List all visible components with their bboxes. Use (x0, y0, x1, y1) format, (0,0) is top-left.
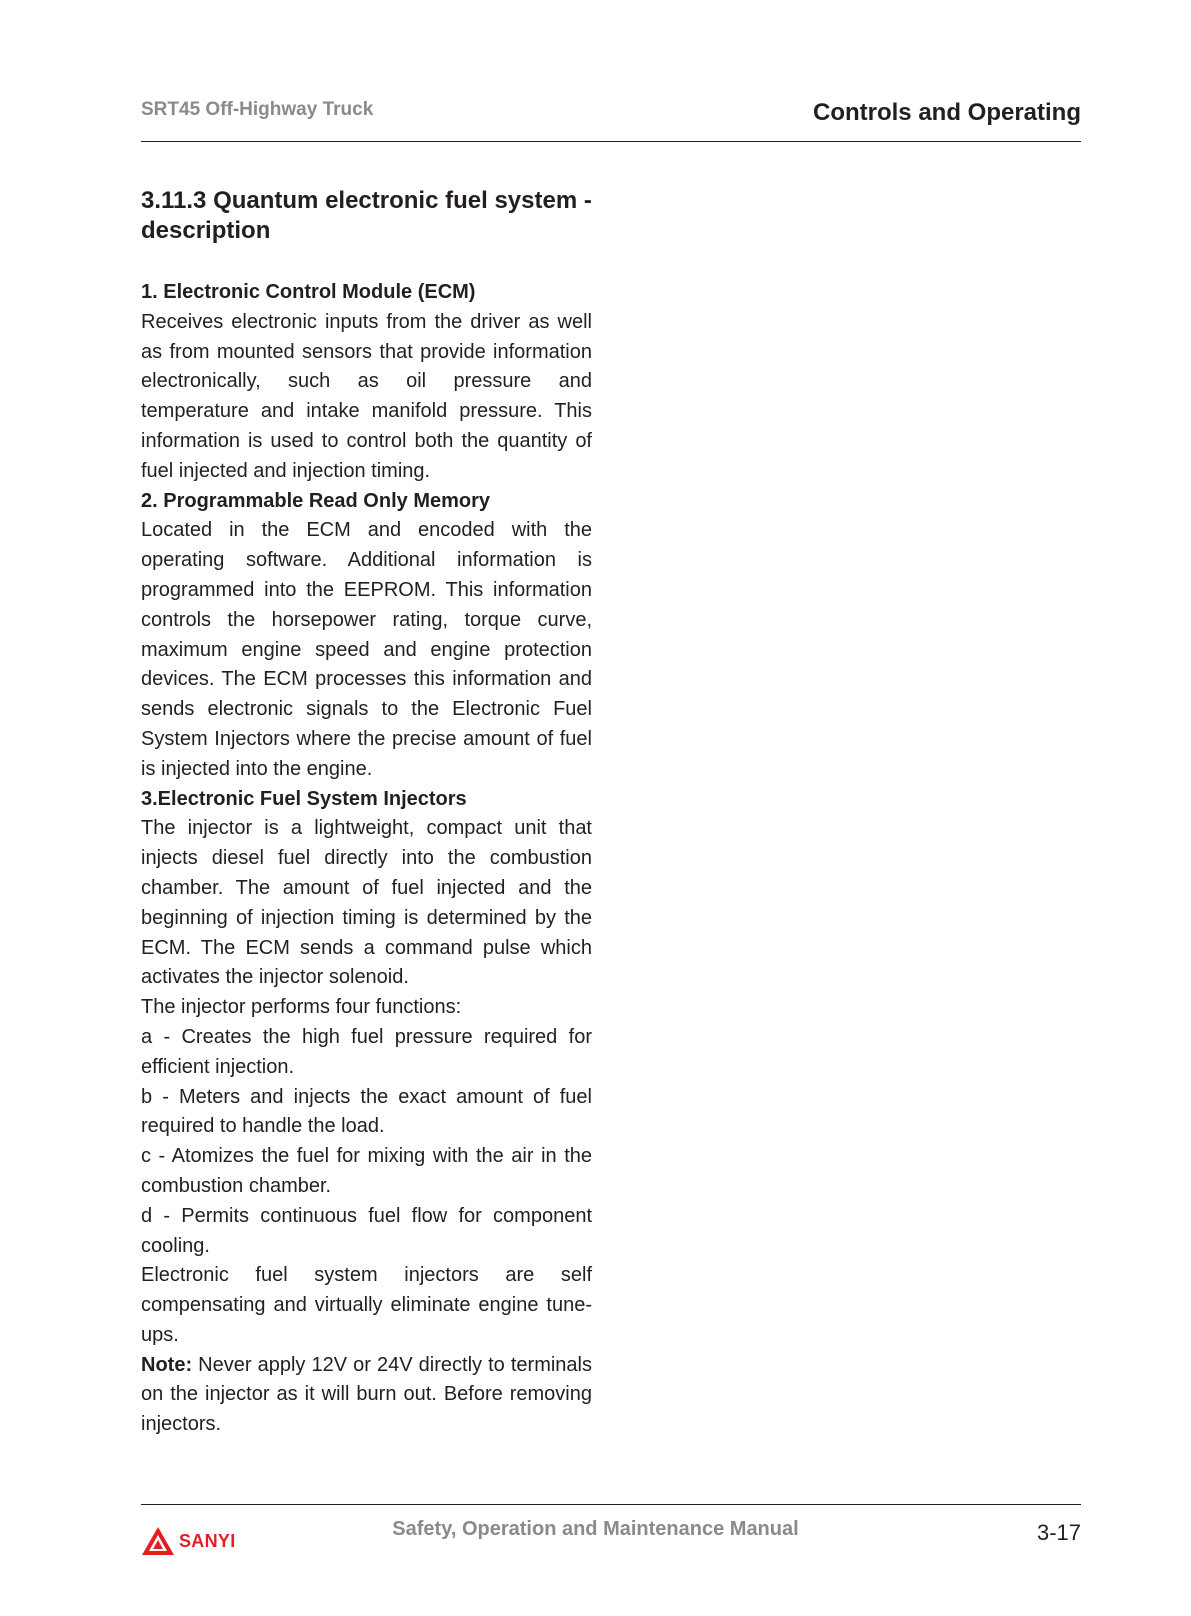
paragraph-self-compensating: Electronic fuel system injectors are self compensating and virtually eliminate engine tune-ups. (141, 1264, 592, 1346)
header-chapter-title: Controls and Operating (812, 99, 1081, 126)
main-text-column (141, 186, 592, 1440)
list-item-b: b - Meters and injects the exact amount of fuel required to handle the load. (141, 1085, 592, 1138)
subheading-ecm: 1. Electronic Control Module (ECM) (141, 281, 476, 303)
list-item-c: c - Atomizes the fuel for mixing with the air in the combustion chamber. (141, 1145, 592, 1197)
subheading-injectors: 3.Electronic Fuel System Injectors (141, 787, 467, 810)
section-title (141, 186, 592, 246)
note-text: Never apply 12V or 24V directly to terminals on the injector as it will burn out. Before removing injectors. (141, 1353, 592, 1436)
list-item-d: d - Permits continuous fuel flow for component cooling. (141, 1204, 592, 1257)
footer-divider (141, 1504, 1081, 1505)
page-number: 3-17 (1036, 1520, 1081, 1545)
paragraph-injectors: The injector is a lightweight, compact unit that injects diesel fuel directly into the combustion chamber. The amount of fuel injected and the beginning of injection timing is determined by the ECM. The ECM sends a command pulse which activates the injector solenoid. (141, 817, 592, 989)
header-divider (141, 141, 1081, 142)
subheading-prom: 2. Programmable Read Only Memory (141, 489, 491, 512)
paragraph-functions-intro: The injector performs four functions: (141, 996, 462, 1019)
header-manual-title: SRT45 Off-Highway Truck (141, 99, 374, 120)
footer-manual-title: Safety, Operation and Maintenance Manual (392, 1518, 799, 1540)
paragraph-prom: Located in the ECM and encoded with the operating software. Additional information is programmed into the EEPROM. This information controls the horsepower rating, torque curve, maximum engine speed and engine protection devices. The ECM processes this information and sends electronic signals to the Electronic Fuel System Injectors where the precise amount of fuel is injected into the engine. (141, 519, 592, 780)
paragraph-ecm: Receives electronic inputs from the driver as well as from mounted sensors that provide information electronically, such as oil pressure and temperature and intake manifold pressure. This information is used to control both the quantity of fuel injected and injection timing. (141, 310, 592, 482)
list-item-a: a - Creates the high fuel pressure required for efficient injection. (141, 1025, 592, 1078)
note-paragraph (141, 1351, 592, 1440)
note-label: Note: (141, 1353, 193, 1376)
logo-text: SANYI (179, 1530, 236, 1551)
section-title-line-1: 3.11.3 Quantum electronic fuel system - (141, 187, 592, 214)
section-title-line-2: description (141, 217, 271, 244)
